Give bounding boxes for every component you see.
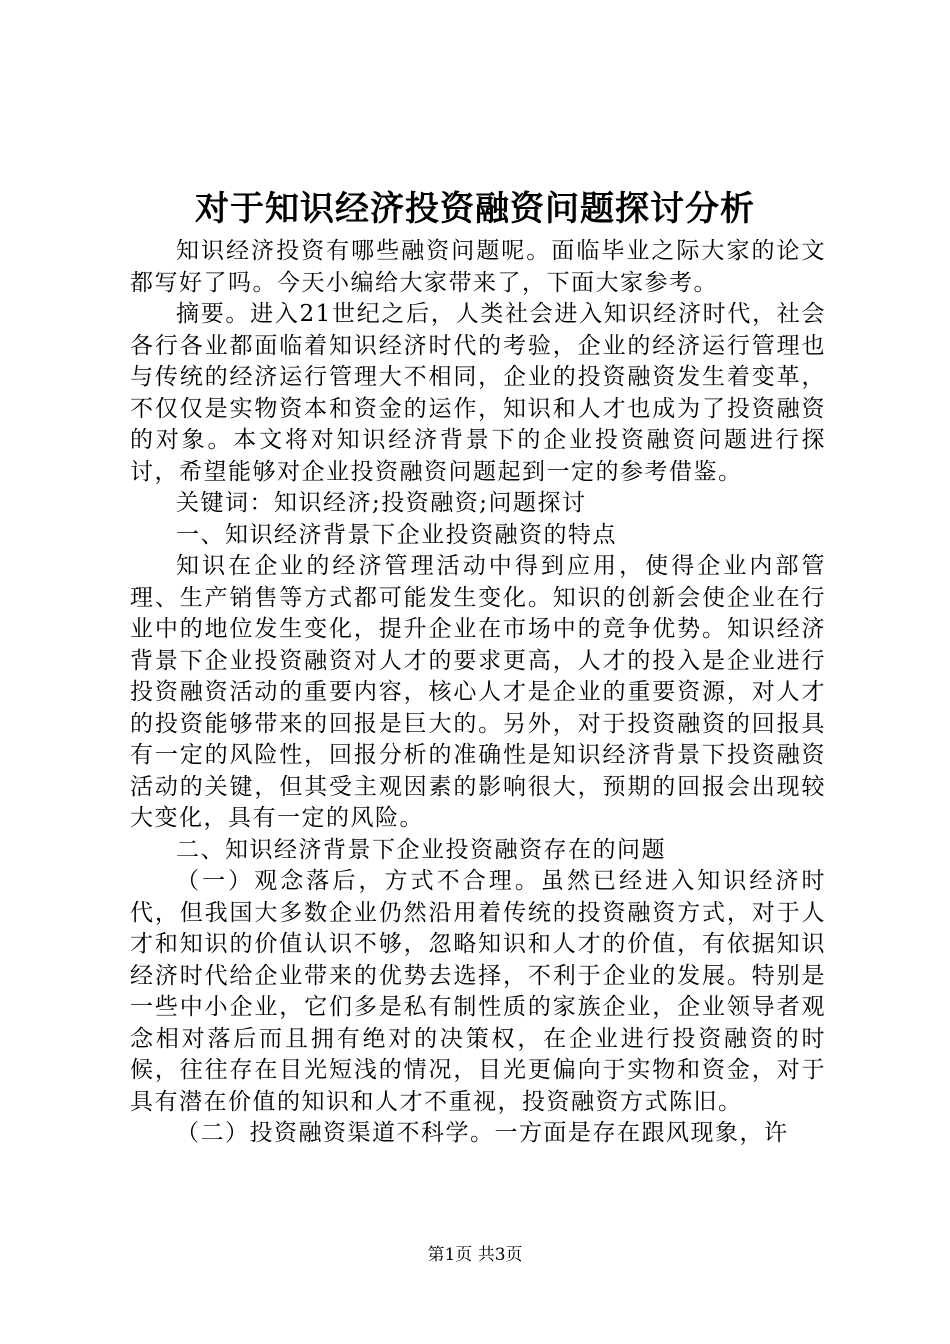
paragraph-subsection-2: （二）投资融资渠道不科学。一方面是存在跟风现象，许	[176, 1120, 789, 1146]
section-heading-2: 二、知识经济背景下企业投资融资存在的问题	[176, 836, 666, 863]
paragraph-subsection-1: （一）观念落后，方式不合理。虽然已经进入知识经济时代，但我国大多数企业仍然沿用着传统的投资融资方式，对于人才和知识的价值认识不够，忽略知识和人才的价值，有依据知识经济时代给企业带来的优势去选择，不利于企业的发展。特别是一些中小企业，它们多是私有制性质的家族企业，企业领导者观念相对落后而且拥有绝对的决策权，在企业进行投资融资的时候，往往存在目光短浅的情况，目光更偏向于实物和资金，对于具有潜在价值的知识和人才不重视，投资融资方式陈旧。	[130, 868, 826, 1115]
section-heading-1: 一、知识经济背景下企业投资融资的特点	[176, 521, 617, 548]
document-body	[130, 236, 826, 1150]
document-title: 对于知识经济投资融资问题探讨分析	[195, 189, 755, 229]
paragraph-intro: 知识经济投资有哪些融资问题呢。面临毕业之际大家的论文都写好了吗。今天小编给大家带来了，下面大家参考。	[130, 238, 826, 296]
paragraph-abstract: 摘要。进入21世纪之后，人类社会进入知识经济时代，社会各行各业都面临着知识经济时代的考验，企业的经济运行管理也与传统的经济运行管理大不相同，企业的投资融资发生着变革，不仅仅是实物资本和资金的运作，知识和人才也成为了投资融资的对象。本文将对知识经济背景下的企业投资融资问题进行探讨，希望能够对企业投资融资问题起到一定的参考借鉴。	[130, 301, 826, 485]
paragraph-section-1: 知识在企业的经济管理活动中得到应用，使得企业内部管理、生产销售等方式都可能发生变化。知识的创新会使企业在行业中的地位发生变化，提升企业在市场中的竞争优势。知识经济背景下企业投资融资对人才的要求更高，人才的投入是企业进行投资融资活动的重要内容，核心人才是企业的重要资源，对人才的投资能够带来的回报是巨大的。另外，对于投资融资的回报具有一定的风险性，回报分析的准确性是知识经济背景下投资融资活动的关键，但其受主观因素的影响很大，预期的回报会出现较大变化，具有一定的风险。	[130, 553, 826, 831]
paragraph-keywords: 关键词：知识经济;投资融资;问题探讨	[176, 490, 587, 516]
page-footer: 第1页 共3页	[427, 1245, 523, 1265]
